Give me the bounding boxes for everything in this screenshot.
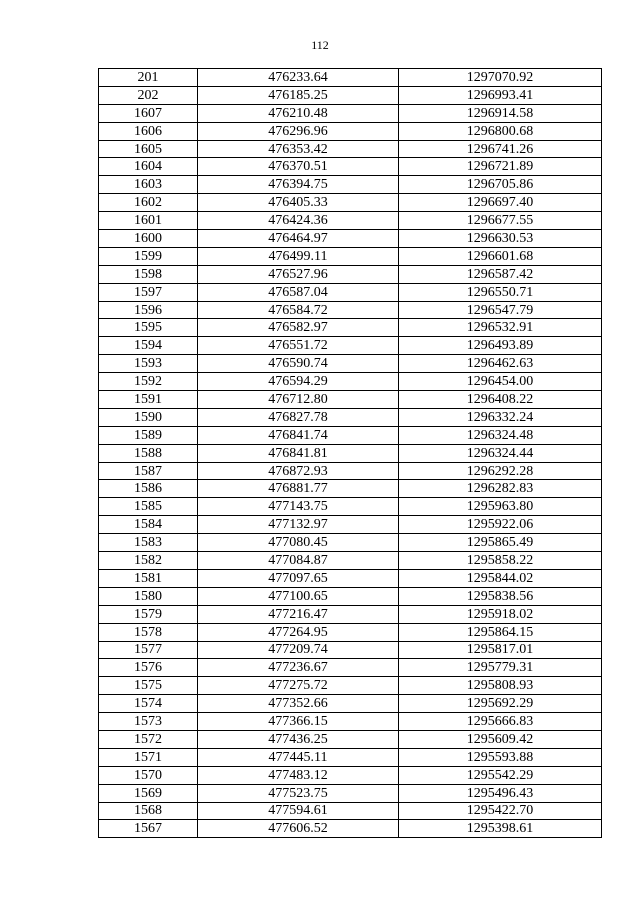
table-row <box>99 140 602 158</box>
coordinates-table <box>98 68 602 838</box>
table-row <box>99 623 602 641</box>
table-row <box>99 587 602 605</box>
y-coordinate-cell: 1295922.06 <box>399 516 602 534</box>
y-coordinate-cell: 1296532.91 <box>399 319 602 337</box>
y-coordinate-cell: 1295666.83 <box>399 713 602 731</box>
x-coordinate-cell: 477606.52 <box>198 820 399 838</box>
point-number-cell: 1597 <box>99 283 198 301</box>
point-number-cell: 1582 <box>99 552 198 570</box>
y-coordinate-cell: 1296332.24 <box>399 408 602 426</box>
y-coordinate-cell: 1296721.89 <box>399 158 602 176</box>
table-row <box>99 230 602 248</box>
y-coordinate-cell: 1296408.22 <box>399 391 602 409</box>
table-row <box>99 802 602 820</box>
x-coordinate-cell: 476594.29 <box>198 373 399 391</box>
x-coordinate-cell: 477594.61 <box>198 802 399 820</box>
point-number-cell: 1605 <box>99 140 198 158</box>
x-coordinate-cell: 477209.74 <box>198 641 399 659</box>
x-coordinate-cell: 476551.72 <box>198 337 399 355</box>
x-coordinate-cell: 477264.95 <box>198 623 399 641</box>
point-number-cell: 201 <box>99 69 198 87</box>
y-coordinate-cell: 1295858.22 <box>399 552 602 570</box>
point-number-cell: 1568 <box>99 802 198 820</box>
point-number-cell: 1606 <box>99 122 198 140</box>
table-row <box>99 659 602 677</box>
y-coordinate-cell: 1295808.93 <box>399 677 602 695</box>
x-coordinate-cell: 476499.11 <box>198 247 399 265</box>
y-coordinate-cell: 1297070.92 <box>399 69 602 87</box>
x-coordinate-cell: 476841.74 <box>198 426 399 444</box>
point-number-cell: 1590 <box>99 408 198 426</box>
y-coordinate-cell: 1295817.01 <box>399 641 602 659</box>
point-number-cell: 1570 <box>99 766 198 784</box>
point-number-cell: 1571 <box>99 748 198 766</box>
y-coordinate-cell: 1295864.15 <box>399 623 602 641</box>
x-coordinate-cell: 477523.75 <box>198 784 399 802</box>
table-row <box>99 713 602 731</box>
x-coordinate-cell: 476872.93 <box>198 462 399 480</box>
point-number-cell: 1584 <box>99 516 198 534</box>
point-number-cell: 1575 <box>99 677 198 695</box>
x-coordinate-cell: 476185.25 <box>198 86 399 104</box>
table-row <box>99 695 602 713</box>
table-row <box>99 408 602 426</box>
point-number-cell: 1593 <box>99 355 198 373</box>
y-coordinate-cell: 1295865.49 <box>399 534 602 552</box>
point-number-cell: 1572 <box>99 730 198 748</box>
table-row <box>99 730 602 748</box>
x-coordinate-cell: 476353.42 <box>198 140 399 158</box>
table-row <box>99 784 602 802</box>
x-coordinate-cell: 476582.97 <box>198 319 399 337</box>
x-coordinate-cell: 477366.15 <box>198 713 399 731</box>
table-row <box>99 86 602 104</box>
x-coordinate-cell: 477084.87 <box>198 552 399 570</box>
point-number-cell: 1607 <box>99 104 198 122</box>
y-coordinate-cell: 1296601.68 <box>399 247 602 265</box>
table-row <box>99 212 602 230</box>
table-row <box>99 69 602 87</box>
table-row <box>99 194 602 212</box>
table-row <box>99 265 602 283</box>
table-row <box>99 820 602 838</box>
table-row <box>99 319 602 337</box>
x-coordinate-cell: 476527.96 <box>198 265 399 283</box>
y-coordinate-cell: 1296587.42 <box>399 265 602 283</box>
y-coordinate-cell: 1295593.88 <box>399 748 602 766</box>
table-row <box>99 444 602 462</box>
x-coordinate-cell: 476370.51 <box>198 158 399 176</box>
x-coordinate-cell: 477100.65 <box>198 587 399 605</box>
y-coordinate-cell: 1296292.28 <box>399 462 602 480</box>
y-coordinate-cell: 1296914.58 <box>399 104 602 122</box>
point-number-cell: 1604 <box>99 158 198 176</box>
y-coordinate-cell: 1296324.44 <box>399 444 602 462</box>
page-number: 112 <box>311 38 329 52</box>
table-row <box>99 301 602 319</box>
point-number-cell: 1577 <box>99 641 198 659</box>
x-coordinate-cell: 476394.75 <box>198 176 399 194</box>
point-number-cell: 1578 <box>99 623 198 641</box>
y-coordinate-cell: 1296462.63 <box>399 355 602 373</box>
table-row <box>99 766 602 784</box>
x-coordinate-cell: 477436.25 <box>198 730 399 748</box>
table-row <box>99 498 602 516</box>
point-number-cell: 1583 <box>99 534 198 552</box>
x-coordinate-cell: 476405.33 <box>198 194 399 212</box>
point-number-cell: 1586 <box>99 480 198 498</box>
y-coordinate-cell: 1296800.68 <box>399 122 602 140</box>
table-row <box>99 158 602 176</box>
x-coordinate-cell: 477445.11 <box>198 748 399 766</box>
y-coordinate-cell: 1295963.80 <box>399 498 602 516</box>
y-coordinate-cell: 1296677.55 <box>399 212 602 230</box>
point-number-cell: 1574 <box>99 695 198 713</box>
table-row <box>99 552 602 570</box>
x-coordinate-cell: 476590.74 <box>198 355 399 373</box>
x-coordinate-cell: 476712.80 <box>198 391 399 409</box>
point-number-cell: 1585 <box>99 498 198 516</box>
y-coordinate-cell: 1295692.29 <box>399 695 602 713</box>
x-coordinate-cell: 476424.36 <box>198 212 399 230</box>
x-coordinate-cell: 476464.97 <box>198 230 399 248</box>
x-coordinate-cell: 477483.12 <box>198 766 399 784</box>
table-row <box>99 122 602 140</box>
point-number-cell: 1569 <box>99 784 198 802</box>
x-coordinate-cell: 476296.96 <box>198 122 399 140</box>
point-number-cell: 1581 <box>99 569 198 587</box>
y-coordinate-cell: 1295838.56 <box>399 587 602 605</box>
table-row <box>99 605 602 623</box>
y-coordinate-cell: 1295779.31 <box>399 659 602 677</box>
table-row <box>99 373 602 391</box>
point-number-cell: 1596 <box>99 301 198 319</box>
point-number-cell: 1595 <box>99 319 198 337</box>
x-coordinate-cell: 477132.97 <box>198 516 399 534</box>
y-coordinate-cell: 1295398.61 <box>399 820 602 838</box>
table-row <box>99 641 602 659</box>
point-number-cell: 1587 <box>99 462 198 480</box>
point-number-cell: 1580 <box>99 587 198 605</box>
x-coordinate-cell: 477352.66 <box>198 695 399 713</box>
y-coordinate-cell: 1295422.70 <box>399 802 602 820</box>
y-coordinate-cell: 1296547.79 <box>399 301 602 319</box>
y-coordinate-cell: 1296697.40 <box>399 194 602 212</box>
point-number-cell: 1589 <box>99 426 198 444</box>
x-coordinate-cell: 476841.81 <box>198 444 399 462</box>
y-coordinate-cell: 1296705.86 <box>399 176 602 194</box>
point-number-cell: 1594 <box>99 337 198 355</box>
y-coordinate-cell: 1295609.42 <box>399 730 602 748</box>
point-number-cell: 1601 <box>99 212 198 230</box>
table-row <box>99 391 602 409</box>
point-number-cell: 1576 <box>99 659 198 677</box>
table-row <box>99 677 602 695</box>
point-number-cell: 1602 <box>99 194 198 212</box>
table-row <box>99 480 602 498</box>
y-coordinate-cell: 1296550.71 <box>399 283 602 301</box>
x-coordinate-cell: 476881.77 <box>198 480 399 498</box>
point-number-cell: 202 <box>99 86 198 104</box>
y-coordinate-cell: 1296282.83 <box>399 480 602 498</box>
table-row <box>99 247 602 265</box>
x-coordinate-cell: 476210.48 <box>198 104 399 122</box>
x-coordinate-cell: 476587.04 <box>198 283 399 301</box>
point-number-cell: 1579 <box>99 605 198 623</box>
y-coordinate-cell: 1296324.48 <box>399 426 602 444</box>
point-number-cell: 1603 <box>99 176 198 194</box>
point-number-cell: 1588 <box>99 444 198 462</box>
table-row <box>99 534 602 552</box>
x-coordinate-cell: 477216.47 <box>198 605 399 623</box>
table-row <box>99 176 602 194</box>
table-row <box>99 355 602 373</box>
y-coordinate-cell: 1296741.26 <box>399 140 602 158</box>
x-coordinate-cell: 476233.64 <box>198 69 399 87</box>
y-coordinate-cell: 1295844.02 <box>399 569 602 587</box>
y-coordinate-cell: 1296493.89 <box>399 337 602 355</box>
point-number-cell: 1598 <box>99 265 198 283</box>
table-row <box>99 748 602 766</box>
point-number-cell: 1600 <box>99 230 198 248</box>
point-number-cell: 1567 <box>99 820 198 838</box>
y-coordinate-cell: 1295918.02 <box>399 605 602 623</box>
x-coordinate-cell: 477236.67 <box>198 659 399 677</box>
table-row <box>99 516 602 534</box>
x-coordinate-cell: 476584.72 <box>198 301 399 319</box>
y-coordinate-cell: 1296630.53 <box>399 230 602 248</box>
coordinates-table-body <box>99 69 602 838</box>
point-number-cell: 1592 <box>99 373 198 391</box>
table-row <box>99 462 602 480</box>
y-coordinate-cell: 1295496.43 <box>399 784 602 802</box>
y-coordinate-cell: 1296454.00 <box>399 373 602 391</box>
y-coordinate-cell: 1296993.41 <box>399 86 602 104</box>
table-row <box>99 569 602 587</box>
x-coordinate-cell: 477080.45 <box>198 534 399 552</box>
point-number-cell: 1591 <box>99 391 198 409</box>
table-row <box>99 426 602 444</box>
table-row <box>99 337 602 355</box>
table-row <box>99 283 602 301</box>
y-coordinate-cell: 1295542.29 <box>399 766 602 784</box>
x-coordinate-cell: 477143.75 <box>198 498 399 516</box>
point-number-cell: 1573 <box>99 713 198 731</box>
point-number-cell: 1599 <box>99 247 198 265</box>
x-coordinate-cell: 477275.72 <box>198 677 399 695</box>
x-coordinate-cell: 477097.65 <box>198 569 399 587</box>
table-row <box>99 104 602 122</box>
x-coordinate-cell: 476827.78 <box>198 408 399 426</box>
